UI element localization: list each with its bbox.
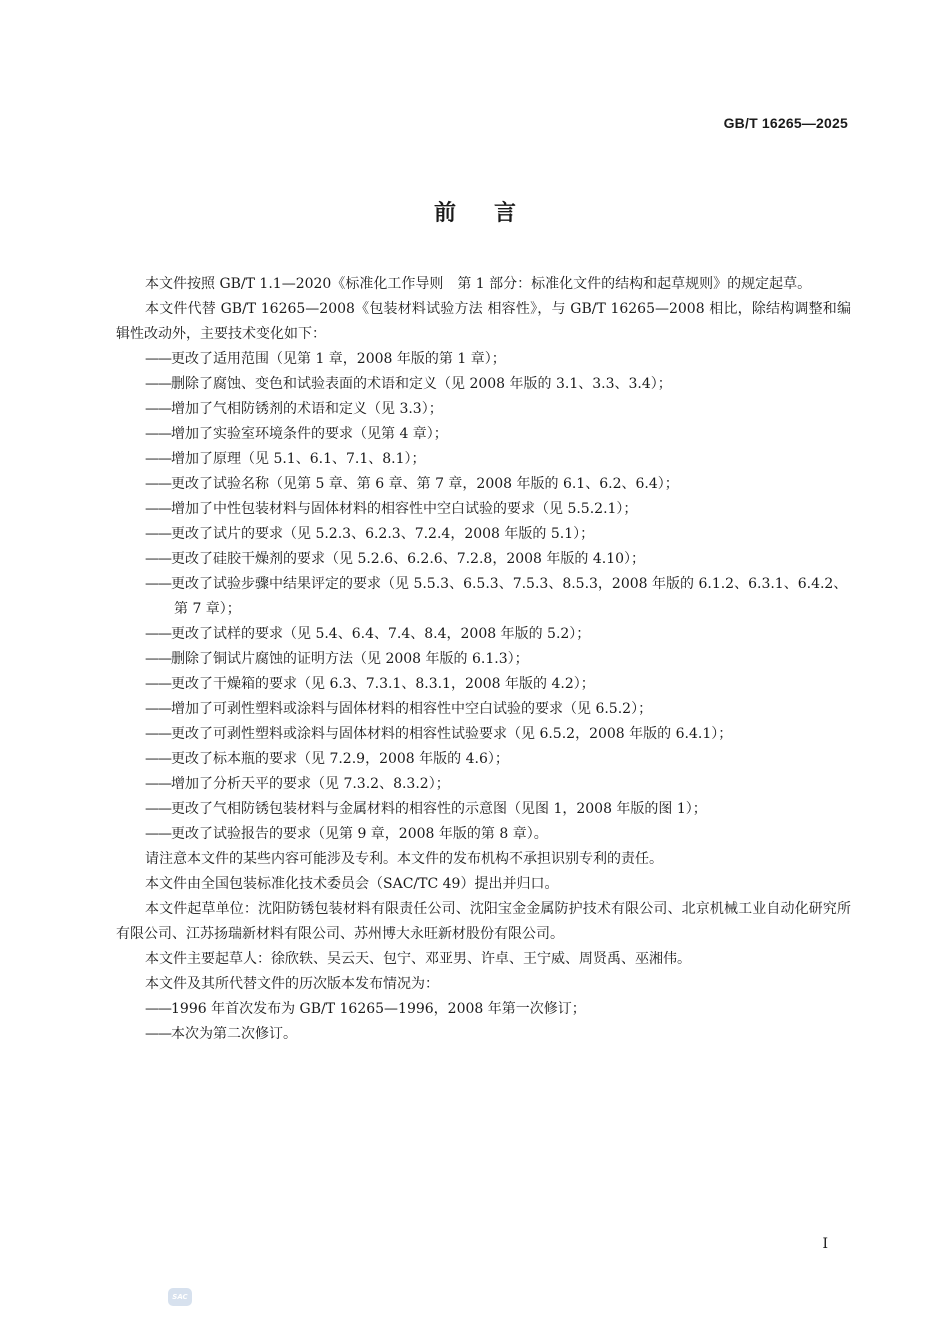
list-item-text: 增加了分析天平的要求（见 7.3.2、8.3.2）；: [171, 776, 450, 792]
list-dash: ——: [145, 651, 171, 667]
paragraph-history-intro: 本文件及其所代替文件的历次版本发布情况为：: [145, 976, 439, 992]
list-item-text: 更改了试验步骤中结果评定的要求（见 5.5.3、6.5.3、7.5.3、8.5.3，2008 年版的 6.1.2、6.3.1、6.4.2、第 7 章）；: [171, 576, 848, 617]
change-item: [116, 672, 851, 697]
paragraph-replaces: 本文件代替 GB/T 16265—2008《包装材料试验方法 相容性》，与 GB/T 16265—2008 相比，除结构调整和编辑性改动外，主要技术变化如下：: [116, 301, 851, 342]
list-dash: ——: [145, 501, 171, 517]
list-item-text: 更改了气相防锈包装材料与金属材料的相容性的示意图（见图 1，2008 年版的图 1）；: [171, 801, 707, 817]
list-item-text: 更改了试样的要求（见 5.4、6.4、7.4、8.4，2008 年版的 5.2）；: [171, 626, 591, 642]
change-item: [116, 347, 851, 372]
list-item-text: 增加了中性包装材料与固体材料的相容性中空白试验的要求（见 5.5.2.1）；: [171, 501, 638, 517]
list-dash: ——: [145, 676, 171, 692]
list-dash: ——: [145, 551, 171, 567]
list-item-text: 更改了试验名称（见第 5 章、第 6 章、第 7 章，2008 年版的 6.1、6.2、6.4）；: [171, 476, 679, 492]
change-item: [116, 622, 851, 647]
change-item: [116, 497, 851, 522]
list-item-text: 增加了气相防锈剂的术语和定义（见 3.3）；: [171, 401, 443, 417]
change-item: [116, 797, 851, 822]
list-item-text: 更改了可剥性塑料或涂料与固体材料的相容性试验要求（见 6.5.2，2008 年版的 6.4.1）；: [171, 726, 733, 742]
list-dash: ——: [145, 351, 171, 367]
change-item: [116, 372, 851, 397]
paragraph-proposer: 本文件由全国包装标准化技术委员会（SAC/TC 49）提出并归口。: [145, 876, 559, 892]
list-item-text: 删除了铜试片腐蚀的证明方法（见 2008 年版的 6.1.3）；: [171, 651, 529, 667]
change-item: [116, 822, 851, 847]
history-list: [116, 997, 851, 1047]
list-item-text: 删除了腐蚀、变色和试验表面的术语和定义（见 2008 年版的 3.1、3.3、3.4）；: [171, 376, 672, 392]
list-dash: ——: [145, 476, 171, 492]
change-item: [116, 397, 851, 422]
list-item-text: 更改了适用范围（见第 1 章，2008 年版的第 1 章）；: [171, 351, 506, 367]
history-item: [116, 997, 851, 1022]
list-dash: ——: [145, 751, 171, 767]
list-dash: ——: [145, 526, 171, 542]
list-item-text: 增加了可剥性塑料或涂料与固体材料的相容性中空白试验的要求（见 6.5.2）；: [171, 701, 653, 717]
change-item: [116, 647, 851, 672]
list-item-text: 增加了原理（见 5.1、6.1、7.1、8.1）；: [171, 451, 426, 467]
change-item: [116, 547, 851, 572]
list-item-text: 更改了标本瓶的要求（见 7.2.9，2008 年版的 4.6）；: [171, 751, 509, 767]
foreword-body: [116, 272, 851, 1047]
list-dash: ——: [145, 426, 171, 442]
change-item: [116, 722, 851, 747]
changes-list: [116, 347, 851, 847]
list-dash: ——: [145, 801, 171, 817]
list-dash: ——: [145, 701, 171, 717]
change-item: [116, 572, 851, 622]
change-item: [116, 447, 851, 472]
change-item: [116, 747, 851, 772]
list-dash: ——: [145, 626, 171, 642]
list-dash: ——: [145, 576, 171, 592]
list-dash: ——: [145, 451, 171, 467]
list-dash: ——: [145, 401, 171, 417]
change-item: [116, 772, 851, 797]
list-dash: ——: [145, 1026, 171, 1042]
list-item-text: 更改了试验报告的要求（见第 9 章，2008 年版的第 8 章）。: [171, 826, 548, 842]
change-item: [116, 472, 851, 497]
list-dash: ——: [145, 376, 171, 392]
list-item-text: 更改了硅胶干燥剂的要求（见 5.2.6、6.2.6、7.2.8，2008 年版的 4.10）；: [171, 551, 646, 567]
list-dash: ——: [145, 826, 171, 842]
page-title: 前言: [433, 201, 554, 226]
list-item-text: 增加了实验室环境条件的要求（见第 4 章）；: [171, 426, 448, 442]
list-item-text: 更改了干燥箱的要求（见 6.3、7.3.1、8.3.1，2008 年版的 4.2）；: [171, 676, 595, 692]
list-dash: ——: [145, 726, 171, 742]
list-dash: ——: [145, 1001, 171, 1017]
list-dash: ——: [145, 776, 171, 792]
paragraph-patent-notice: 请注意本文件的某些内容可能涉及专利。本文件的发布机构不承担识别专利的责任。: [145, 851, 663, 867]
paragraph-drafting-rules: 本文件按照 GB/T 1.1—2020《标准化工作导则 第 1 部分：标准化文件的结构和起草规则》的规定起草。: [145, 276, 812, 292]
paragraph-drafting-units: 本文件起草单位：沈阳防锈包装材料有限责任公司、沈阳宝金金属防护技术有限公司、北京机械工业自动化研究所有限公司、江苏扬瑞新材料有限公司、苏州博大永旺新材股份有限公司。: [116, 901, 851, 942]
sac-watermark-logo: SAC: [168, 1288, 192, 1306]
change-item: [116, 697, 851, 722]
change-item: [116, 522, 851, 547]
list-item-text: 更改了试片的要求（见 5.2.3、6.2.3、7.2.4，2008 年版的 5.1）；: [171, 526, 595, 542]
page-number: I: [822, 1236, 828, 1252]
change-item: [116, 422, 851, 447]
paragraph-drafters: 本文件主要起草人：徐欣轶、吴云天、包宁、邓亚男、许卓、王宁威、周贤禹、巫湘伟。: [145, 951, 691, 967]
list-item-text: 1996 年首次发布为 GB/T 16265—1996，2008 年第一次修订；: [171, 1001, 586, 1017]
history-item: [116, 1022, 851, 1047]
standard-number: GB/T 16265—2025: [723, 115, 848, 131]
list-item-text: 本次为第二次修订。: [171, 1026, 297, 1042]
